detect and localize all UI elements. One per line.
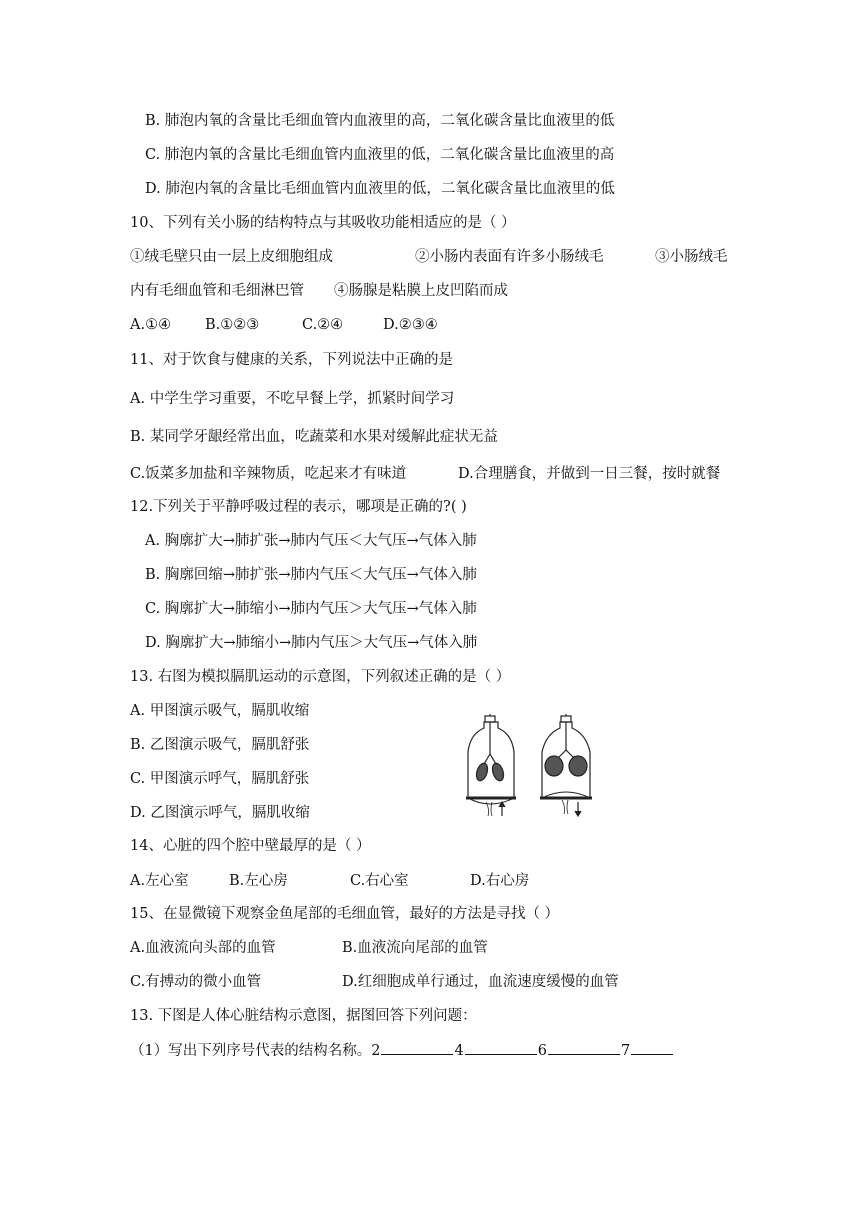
q10-item-4: ④肠腺是粘膜上皮凹陷而成 xyxy=(334,283,508,299)
q14-stem: 14、心脏的四个腔中壁最厚的是（ ） xyxy=(130,838,371,854)
q10-option-b: B.①②③ xyxy=(205,317,260,333)
q14-option-b: B.左心房 xyxy=(229,873,288,889)
q10-item-3b: 内有毛细血管和毛细淋巴管 xyxy=(130,283,304,299)
q10-stem: 10、下列有关小肠的结构特点与其吸收功能相适应的是（ ） xyxy=(130,215,516,231)
q10-item-2: ②小肠内表面有许多小肠绒毛 xyxy=(415,249,604,265)
q13-stem: 13. 右图为模拟膈肌运动的示意图，下列叙述正确的是（ ） xyxy=(130,669,511,685)
blank-4-number: 4 xyxy=(454,1043,464,1059)
q16-sub1-label: （1）写出下列序号代表的结构名称。 xyxy=(130,1043,372,1059)
q9-option-c: C. 肺泡内氧的含量比毛细血管内血液里的低，二氧化碳含量比血液里的高 xyxy=(145,147,615,163)
blank-4[interactable] xyxy=(465,1040,537,1055)
jar-left xyxy=(466,714,516,816)
q10-option-a: A.①④ xyxy=(130,317,172,333)
q11-option-b: B. 某同学牙龈经常出血，吃蔬菜和水果对缓解此症状无益 xyxy=(130,429,498,445)
q9-option-b: B. 肺泡内氧的含量比毛细血管内血液里的高，二氧化碳含量比血液里的低 xyxy=(145,113,615,129)
jar-right xyxy=(540,714,592,816)
q16-stem: 13. 下图是人体心脏结构示意图，据图回答下列问题： xyxy=(130,1008,477,1024)
blank-2-number: 2 xyxy=(371,1043,381,1059)
q11-option-c: C.饭菜多加盐和辛辣物质，吃起来才有味道 xyxy=(130,466,407,482)
q13-option-d: D. 乙图演示呼气，膈肌收缩 xyxy=(130,805,310,821)
q15-stem: 15、在显微镜下观察金鱼尾部的毛细血管，最好的方法是寻找（ ） xyxy=(130,906,560,922)
q12-option-d: D. 胸廓扩大→肺缩小→肺内气压＞大气压→气体入肺 xyxy=(145,635,478,651)
q13-option-c: C. 甲图演示呼气，膈肌舒张 xyxy=(130,771,310,787)
q12-stem: 12.下列关于平静呼吸过程的表示，哪项是正确的?( ) xyxy=(130,499,467,515)
q15-option-b: B.血液流向尾部的血管 xyxy=(342,940,488,956)
q14-option-d: D.右心房 xyxy=(470,873,530,889)
q16-sub1 xyxy=(130,1040,674,1061)
diaphragm-model-figure xyxy=(462,714,608,818)
q15-option-d: D.红细胞成单行通过，血流速度缓慢的血管 xyxy=(342,974,619,990)
q11-stem: 11、对于饮食与健康的关系，下列说法中正确的是 xyxy=(130,352,453,368)
q10-item-3a: ③小肠绒毛 xyxy=(655,249,728,265)
q13-option-b: B. 乙图演示吸气，膈肌舒张 xyxy=(130,737,310,753)
blank-7-number: 7 xyxy=(620,1043,631,1059)
q9-option-d: D. 肺泡内氧的含量比毛细血管内血液里的低，二氧化碳含量比血液里的低 xyxy=(145,181,615,197)
q11-option-a: A. 中学生学习重要，不吃早餐上学，抓紧时间学习 xyxy=(130,391,455,407)
q10-option-d: D.②③④ xyxy=(383,317,438,333)
blank-6[interactable] xyxy=(548,1040,620,1055)
q10-option-c: C.②④ xyxy=(302,317,344,333)
q15-option-c: C.有搏动的微小血管 xyxy=(130,974,262,990)
q10-item-1: ①绒毛壁只由一层上皮细胞组成 xyxy=(130,249,333,265)
q15-option-a: A.血液流向头部的血管 xyxy=(130,940,276,956)
q13-option-a: A. 甲图演示吸气，膈肌收缩 xyxy=(130,703,310,719)
q12-option-b: B. 胸廓回缩→肺扩张→肺内气压＜大气压→气体入肺 xyxy=(145,567,477,583)
blank-7[interactable] xyxy=(631,1040,673,1055)
q12-option-c: C. 胸廓扩大→肺缩小→肺内气压＞大气压→气体入肺 xyxy=(145,601,477,617)
q12-option-a: A. 胸廓扩大→肺扩张→肺内气压＜大气压→气体入肺 xyxy=(145,533,477,549)
q11-option-d: D.合理膳食，并做到一日三餐，按时就餐 xyxy=(458,466,721,482)
blank-6-number: 6 xyxy=(537,1043,547,1059)
blank-2[interactable] xyxy=(381,1040,453,1055)
q14-option-c: C.右心室 xyxy=(350,873,409,889)
q14-option-a: A.左心室 xyxy=(130,873,189,889)
